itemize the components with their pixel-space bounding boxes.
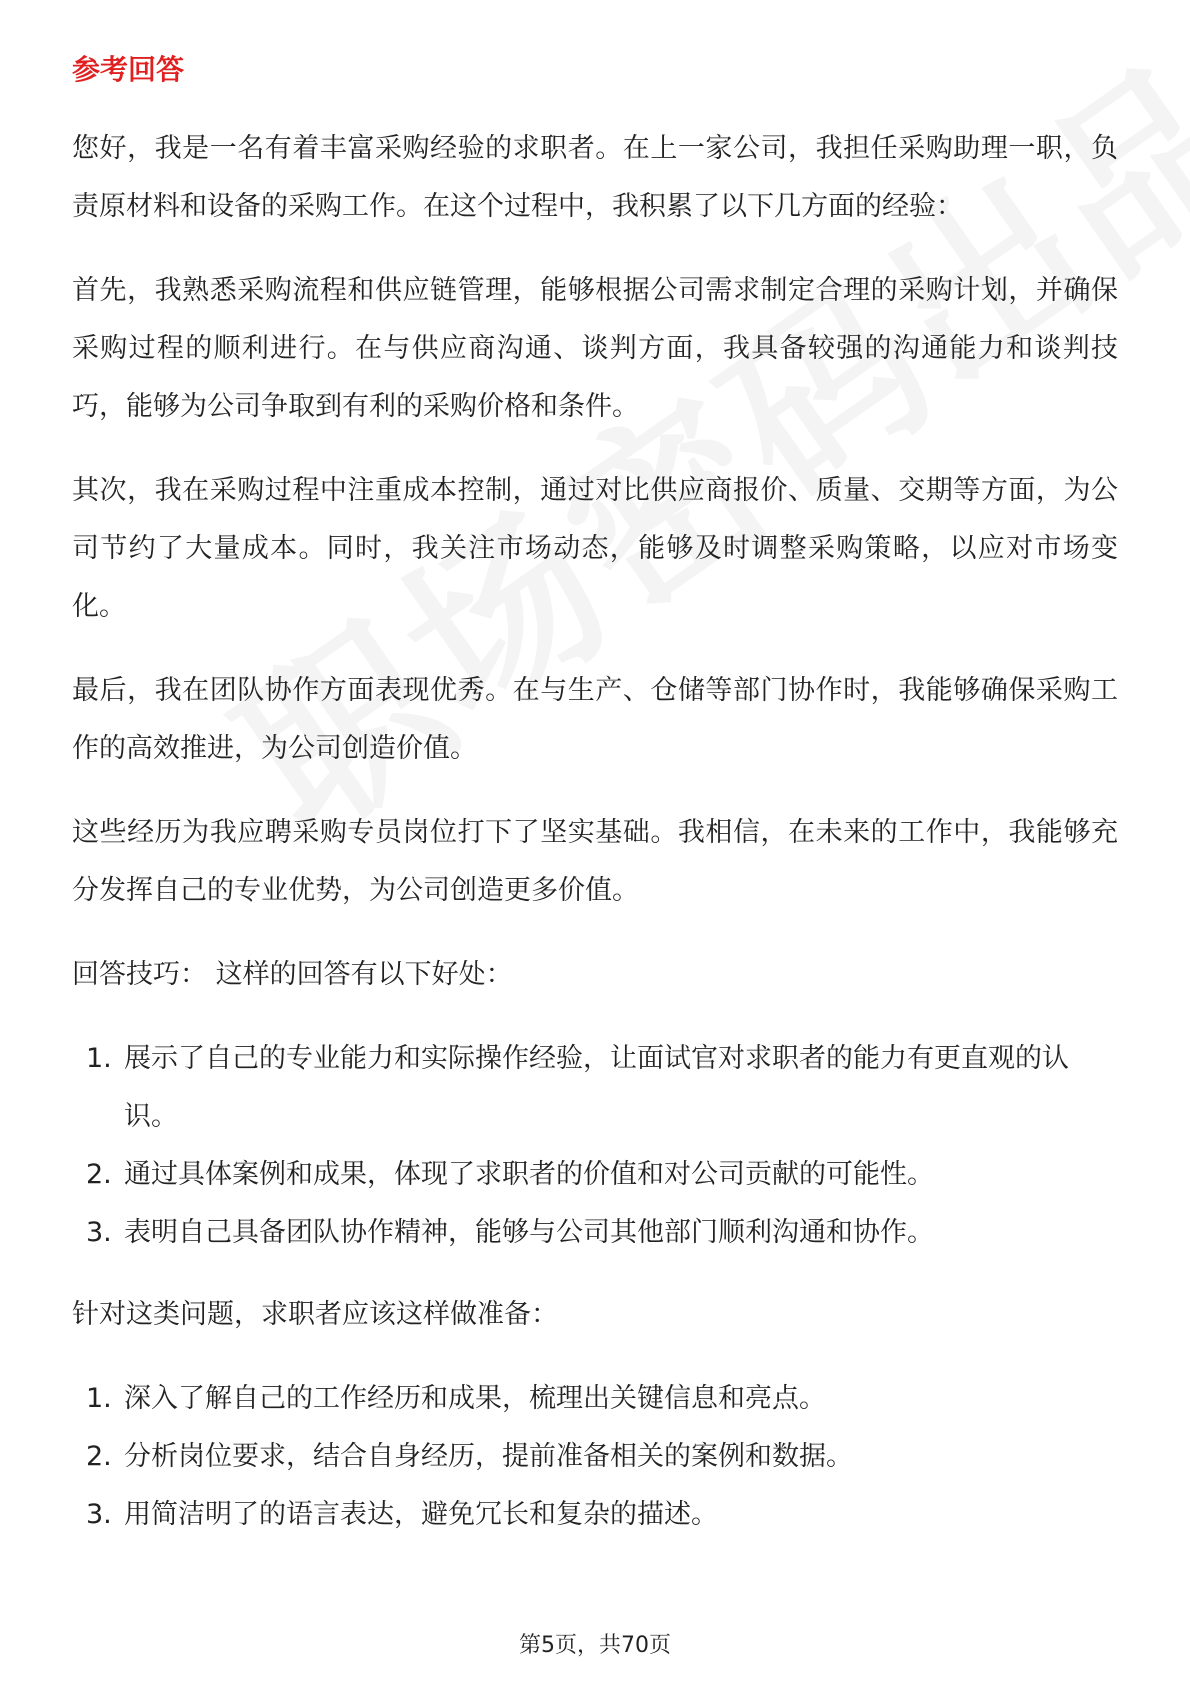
list-number: 3. — [86, 1499, 112, 1530]
paragraph-first: 首先，我熟悉采购流程和供应链管理，能够根据公司需求制定合理的采购计划，并确保采购过程的顺利进行。在与供应商沟通、谈判方面，我具备较强的沟通能力和谈判技巧，能够为公司争取到有利的采购价格和条件。 — [72, 275, 1118, 422]
list-text: 展示了自己的专业能力和实际操作经验，让面试官对求职者的能力有更直观的认识。 — [124, 1043, 1069, 1132]
list-number: 2. — [86, 1441, 112, 1472]
prep-list — [72, 1370, 1118, 1544]
list-text: 表明自己具备团队协作精神，能够与公司其他部门顺利沟通和协作。 — [124, 1217, 934, 1248]
list-text: 用简洁明了的语言表达，避免冗长和复杂的描述。 — [124, 1499, 718, 1530]
paragraph-last: 最后，我在团队协作方面表现优秀。在与生产、仓储等部门协作时，我能够确保采购工作的高效推进，为公司创造价值。 — [72, 675, 1118, 764]
paragraph-second: 其次，我在采购过程中注重成本控制，通过对比供应商报价、质量、交期等方面，为公司节约了大量成本。同时，我关注市场动态，能够及时调整采购策略，以应对市场变化。 — [72, 475, 1118, 622]
list-number: 1. — [86, 1043, 112, 1074]
tips-intro: 回答技巧： 这样的回答有以下好处： — [72, 959, 513, 990]
paragraph-intro: 您好，我是一名有着丰富采购经验的求职者。在上一家公司，我担任采购助理一职，负责原材料和设备的采购工作。在这个过程中，我积累了以下几方面的经验： — [72, 133, 1118, 222]
list-text: 通过具体案例和成果，体现了求职者的价值和对公司贡献的可能性。 — [124, 1159, 934, 1190]
list-item — [72, 1204, 1118, 1262]
list-number: 2. — [86, 1159, 112, 1190]
document-body — [72, 48, 1118, 1568]
page-footer: 第5页，共70页 — [519, 1633, 671, 1658]
list-number: 3. — [86, 1217, 112, 1248]
section-heading: 参考回答 — [72, 53, 185, 86]
list-text: 深入了解自己的工作经历和成果，梳理出关键信息和亮点。 — [124, 1383, 826, 1414]
list-item — [72, 1146, 1118, 1204]
list-text: 分析岗位要求，结合自身经历，提前准备相关的案例和数据。 — [124, 1441, 853, 1472]
list-item — [72, 1370, 1118, 1428]
prep-intro: 针对这类问题，求职者应该这样做准备： — [72, 1299, 558, 1330]
paragraph-conclusion: 这些经历为我应聘采购专员岗位打下了坚实基础。我相信，在未来的工作中，我能够充分发挥自己的专业优势，为公司创造更多价值。 — [72, 817, 1118, 906]
list-number: 1. — [86, 1383, 112, 1414]
list-item — [72, 1030, 1118, 1146]
tips-list — [72, 1030, 1118, 1262]
list-item — [72, 1428, 1118, 1486]
list-item — [72, 1486, 1118, 1544]
